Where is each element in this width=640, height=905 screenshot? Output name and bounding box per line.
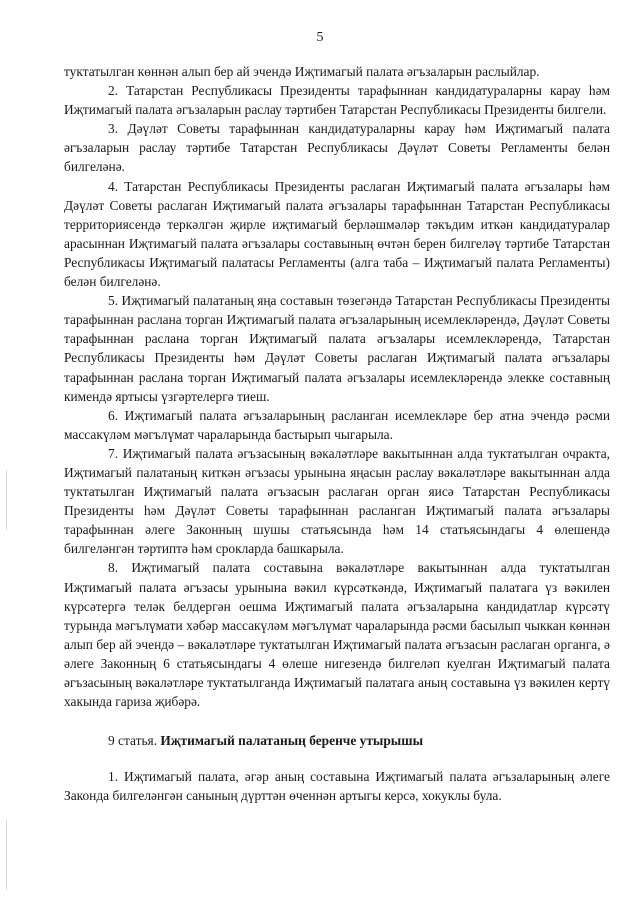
paragraph: 6. Иҗтимагый палата әгъзаларының расланган исемлекләре бер атна эчендә рәсми массакүләм мәгълүмат чараларында бастырып чыгарыла. bbox=[64, 407, 610, 442]
page-number: 5 bbox=[316, 30, 324, 45]
paragraph: 1. Иҗтимагый палата, әгәр аның составына Иҗтимагый палата әгъзаларының әлеге Законда билгеләнгән санының дүрттән өченнән артыгы керсә, хокуклы була. bbox=[64, 769, 610, 804]
paragraph: 2. Татарстан Республикасы Президенты тарафыннан кандидатураларны карау һәм Иҗтимагый палата әгъзаларын раслау тәртибен Татарстан Республикасы Президенты билгели. bbox=[64, 83, 610, 118]
paragraph: 4. Татарстан Республикасы Президенты раслаган Иҗтимагый палата әгъзалары һәм Дәүләт Советы раслаган Иҗтимагый палата әгъзалары тарафыннан Татарстан Республикасы территориясендә теркәлгән җирле иҗтимагый берләшмәләр тәкъдим иткән кандидатуралар арасыннан Иҗтимагый палата әгъзалары составының өчтән берен билгеләү тәртибе Татарстан Республикасы Иҗтимагый палатасы Регламенты (алга таба – Иҗтимагый палата Регламенты) белән билгеләнә. bbox=[64, 178, 610, 290]
article-title: Иҗтимагый палатаның беренче утырышы bbox=[160, 733, 424, 749]
article-label: 9 статья. bbox=[108, 733, 161, 749]
paragraph: 5. Иҗтимагый палатаның яңа составын төзегәндә Татарстан Республикасы Президенты тарафыннан раслана торган Иҗтимагый палата әгъзаларының исемлекләрендә, Дәүләт Советы тарафыннан раслана торган Иҗтимагый палата әгъзалары исемлекләрендә, Татарстан Республикасы Президенты һәм Дәүләт Советы раслаган Иҗтимагый палата әгъзалары тарафыннан раслана торган Иҗтимагый палата әгъзалары исемлекләрендә элекке составның кимендә яртысы үзгәртелергә тиеш. bbox=[64, 293, 610, 404]
paragraph: 7. Иҗтимагый палата әгъзасының вәкаләтләре вакытыннан алда туктатылган очракта, Иҗтимагый палатаның киткән әгъзасы урынына яңасын раслау вәкаләтләре вакытыннан алда туктатылган Иҗтимагый палата әгъзасын раслаган орган яисә Татарстан Республикасы Президенты һәм Дәүләт Советы тарафыннан расланган Иҗтимагый палата әгъзалары тарафыннан әлеге Законның шушы статьясында һәм 14 статьясындагы 4 өлешендә билгеләнгән тәртиптә һәм срокларда башкарыла. bbox=[64, 445, 610, 557]
document-body bbox=[64, 62, 610, 805]
paragraph: туктатылган көннән алып бер ай эчендә Иҗтимагый палата әгъзаларын раслыйлар. bbox=[64, 64, 540, 79]
scan-margin-mark bbox=[6, 470, 7, 530]
paragraph: 8. Иҗтимагый палата составына вәкаләтләре вакытыннан алда туктатылган Иҗтимагый палата әгъзасы урынына вәкил күрсәткәндә, Иҗтимагый палатага үз вәкилен күрсәтергә теләк белдергән оешма Иҗтимагый палата әгъзаларына кандидатлар күрсәтү турында мәгълүмати хәбәр массакүләм мәгълүмат чараларында рәсми басылып чыккан көннән алып бер ай эчендә – вәкаләтләре туктатылган Иҗтимагый палата әгъзасын раслаган органга, ә әлеге Законның 6 статьясындагы 4 өлеше нигезендә билгеләп куелган Иҗтимагый палата әгъзасының вәкаләтләре туктатылганда Иҗтимагый палатага аның составына үз вәкилен кертү хакында гариза җибәрә. bbox=[64, 560, 610, 710]
paragraph: 3. Дәүләт Советы тарафыннан кандидатураларны карау һәм Иҗтимагый палата әгъзаларын раслау тәртибе Татарстан Республикасы Дәүләт Советы Регламенты белән билгеләнә. bbox=[64, 121, 610, 175]
scan-margin-mark bbox=[6, 820, 7, 890]
article-heading bbox=[64, 731, 610, 750]
